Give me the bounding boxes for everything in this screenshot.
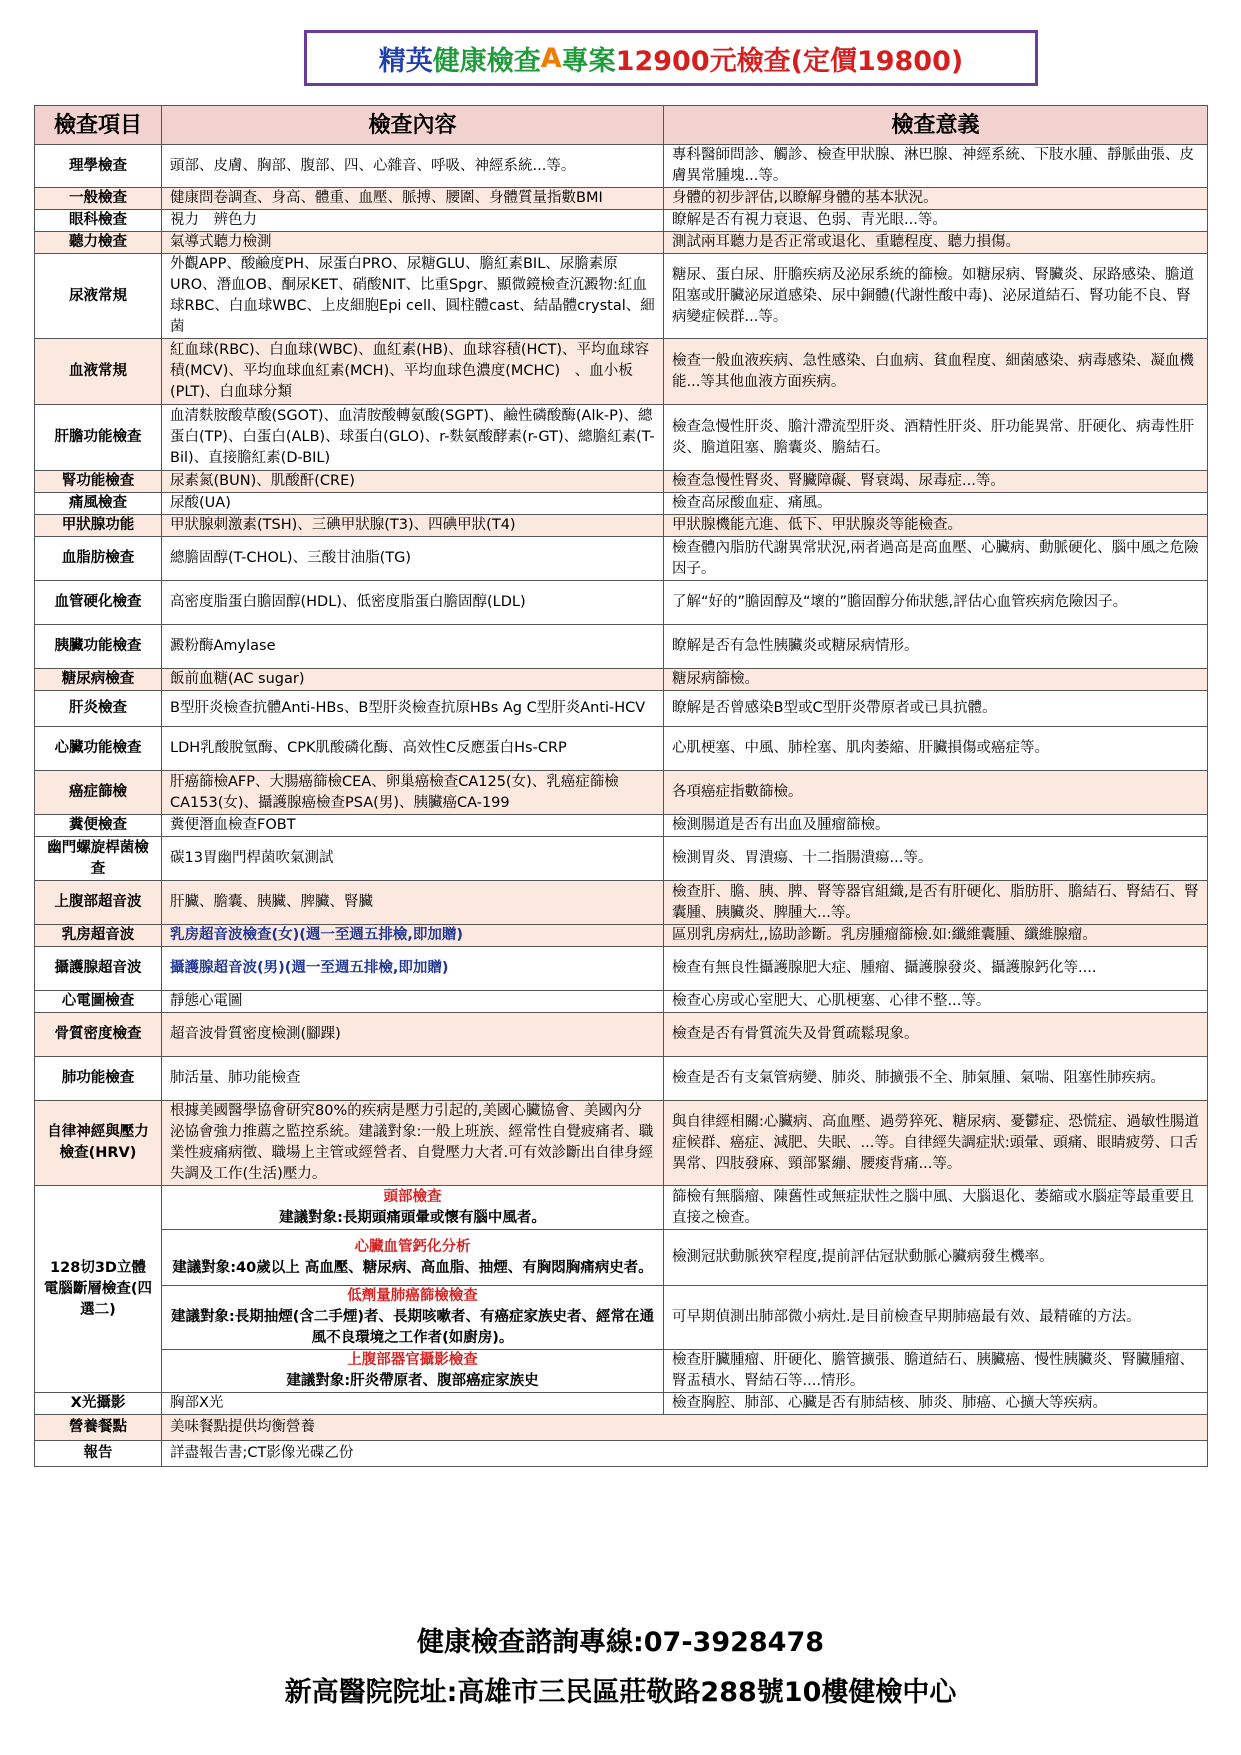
row-meaning: 心肌梗塞、中風、肺栓塞、肌肉萎縮、肝臟損傷或癌症等。 xyxy=(664,727,1208,771)
row-meaning: 糖尿、蛋白尿、肝膽疾病及泌尿系統的篩檢。如糖尿病、腎臟炎、尿路感染、膽道阻塞或肝臟泌尿道感染、尿中銅體(代謝性酸中毒)、泌尿道結石、腎功能不良、腎病變症候群...等。 xyxy=(664,254,1208,339)
page-title xyxy=(304,30,1038,86)
row-meaning: 檢測腸道是否有出血及腫瘤篩檢。 xyxy=(664,815,1208,837)
row-content: 飯前血糖(AC sugar) xyxy=(162,669,664,691)
row-item: 糖尿病檢查 xyxy=(35,669,162,691)
ct-option xyxy=(162,1230,664,1286)
row-item: 腎功能檢查 xyxy=(35,471,162,493)
table-row xyxy=(35,493,1208,515)
row-content: 血清麩胺酸草酸(SGOT)、血清胺酸轉氨酸(SGPT)、鹼性磷酸酶(Alk-P)、總蛋白(TP)、白蛋白(ALB)、球蛋白(GLO)、r-麩氨酸酵素(r-GT)、總膽紅素(T-Bil)、直接膽紅素(D-BIL) xyxy=(162,405,664,471)
row-meaning: 檢查是否有骨質流失及骨質疏鬆現象。 xyxy=(664,1013,1208,1057)
row-meaning: 測試兩耳聽力是否正常或退化、重聽程度、聽力損傷。 xyxy=(664,232,1208,254)
header-meaning: 檢查意義 xyxy=(664,106,1208,145)
row-meaning: 糖尿病篩檢。 xyxy=(664,669,1208,691)
row-content: 總膽固醇(T-CHOL)、三酸甘油脂(TG) xyxy=(162,537,664,581)
row-item: 肺功能檢查 xyxy=(35,1057,162,1101)
table-row xyxy=(35,515,1208,537)
row-item: X光攝影 xyxy=(35,1393,162,1415)
row-meaning: 檢查體內脂肪代謝異常狀況,兩者過高是高血壓、心臟病、動脈硬化、腦中風之危險因子。 xyxy=(664,537,1208,581)
table-row xyxy=(35,210,1208,232)
row-content: 健康問卷調查、身高、體重、血壓、脈搏、腰圍、身體質量指數BMI xyxy=(162,188,664,210)
header-content: 檢查內容 xyxy=(162,106,664,145)
ct-option-meaning: 可早期偵測出肺部微小病灶.是目前檢查早期肺癌最有效、最精確的方法。 xyxy=(664,1286,1208,1350)
row-item: 聽力檢查 xyxy=(35,232,162,254)
ct-option xyxy=(162,1186,664,1230)
table-row xyxy=(35,771,1208,815)
table-row xyxy=(35,405,1208,471)
title-part-1: 精英 xyxy=(378,45,433,77)
row-meaning: 各項癌症指數篩檢。 xyxy=(664,771,1208,815)
row-item: 血脂肪檢查 xyxy=(35,537,162,581)
table-row xyxy=(35,669,1208,691)
table-row xyxy=(35,581,1208,625)
table-row xyxy=(35,145,1208,188)
row-content: 頭部、皮膚、胸部、腹部、四、心雜音、呼吸、神經系統...等。 xyxy=(162,145,664,188)
title-part-3: A xyxy=(540,42,562,74)
ct-option-head: 心臟血管鈣化分析 xyxy=(354,1238,471,1255)
row-content: 尿酸(UA) xyxy=(162,493,664,515)
row-content: 美味餐點提供均衡營養 xyxy=(162,1415,1208,1441)
row-item: 甲狀腺功能 xyxy=(35,515,162,537)
row-content: 肺活量、肺功能檢查 xyxy=(162,1057,664,1101)
row-content: 紅血球(RBC)、白血球(WBC)、血紅素(HB)、血球容積(HCT)、平均血球容積(MCV)、平均血球血紅素(MCH)、平均血球色濃度(MCHC) 、血小板(PLT)、白血球分類 xyxy=(162,339,664,405)
row-content: LDH乳酸脫氫酶、CPK肌酸磷化酶、高效性C反應蛋白Hs-CRP xyxy=(162,727,664,771)
row-content: 根據美國醫學協會研究80%的疾病是壓力引起的,美國心臟協會、美國內分泌協會強力推薦之監控系統。建議對象:一般上班族、經常性自覺疲痛者、職業性疲痛病徵、職場上主管或經營者、自覺壓力大者.可有效診斷出自律身經失調及工作(生活)壓力。 xyxy=(162,1101,664,1186)
row-content: 胸部X光 xyxy=(162,1393,664,1415)
row-item: 報告 xyxy=(35,1441,162,1467)
row-item: 攝護腺超音波 xyxy=(35,947,162,991)
checkup-table xyxy=(34,105,1208,1467)
table-row xyxy=(35,1013,1208,1057)
row-item: 營養餐點 xyxy=(35,1415,162,1441)
table-row xyxy=(35,1393,1208,1415)
row-content: 外觀APP、酸鹼度PH、尿蛋白PRO、尿糖GLU、膽紅素BIL、尿膽素原URO、潛血OB、酮尿KET、硝酸NIT、比重Spgr、顯微鏡檢查沉澱物:紅血球RBC、白血球WBC、上皮細胞Epi cell、圓柱體cast、結晶體crystal、細菌 xyxy=(162,254,664,339)
table-row xyxy=(35,925,1208,947)
ct-item: 128切3D立體電腦斷層檢查(四選二) xyxy=(35,1186,162,1393)
row-content: 靜態心電圖 xyxy=(162,991,664,1013)
row-meaning: 了解“好的”膽固醇及“壞的”膽固醇分佈狀態,評估心血管疾病危險因子。 xyxy=(664,581,1208,625)
table-row xyxy=(35,1186,1208,1230)
row-content: 肝癌篩檢AFP、大腸癌篩檢CEA、卵巢癌檢查CA125(女)、乳癌症篩檢CA153(女)、攝護腺癌檢查PSA(男)、胰臟癌CA-199 xyxy=(162,771,664,815)
row-meaning: 瞭解是否有視力衰退、色弱、青光眼...等。 xyxy=(664,210,1208,232)
row-content: 澱粉酶Amylase xyxy=(162,625,664,669)
row-item: 理學檢查 xyxy=(35,145,162,188)
ct-option-meaning: 篩檢有無腦瘤、陳舊性或無症狀性之腦中風、大腦退化、萎縮或水腦症等最重要且直接之檢查。 xyxy=(664,1186,1208,1230)
title-part-2: 健康檢查 xyxy=(432,45,541,77)
row-item: 血管硬化檢查 xyxy=(35,581,162,625)
row-content: 糞便潛血檢查FOBT xyxy=(162,815,664,837)
table-row xyxy=(35,625,1208,669)
row-content: 視力 辨色力 xyxy=(162,210,664,232)
row-content: 尿素氮(BUN)、肌酸酐(CRE) xyxy=(162,471,664,493)
row-meaning: 檢查急慢性腎炎、腎臟障礙、腎衰竭、尿毒症...等。 xyxy=(664,471,1208,493)
row-meaning: 檢查肝、膽、胰、脾、腎等器官組織,是否有肝硬化、脂肪肝、膽結石、腎結石、腎囊腫、胰臟炎、脾腫大...等。 xyxy=(664,881,1208,925)
title-part-4: 專案 xyxy=(561,45,616,77)
row-item: 骨質密度檢查 xyxy=(35,1013,162,1057)
row-meaning: 檢查是否有支氣管病變、肺炎、肺擴張不全、肺氣腫、氣喘、阻塞性肺疾病。 xyxy=(664,1057,1208,1101)
table-row xyxy=(35,837,1208,881)
ct-option-sub: 建議對象:長期頭痛頭暈或懷有腦中風者。 xyxy=(279,1209,546,1226)
row-meaning: 瞭解是否有急性胰臟炎或糖尿病情形。 xyxy=(664,625,1208,669)
row-meaning: 專科醫師問診、觸診、檢查甲狀腺、淋巴腺、神經系統、下肢水腫、靜脈曲張、皮膚異常腫塊...等。 xyxy=(664,145,1208,188)
row-meaning: 瞭解是否曾感染B型或C型肝炎帶原者或已具抗體。 xyxy=(664,691,1208,727)
table-row xyxy=(35,471,1208,493)
header-item: 檢查項目 xyxy=(35,106,162,145)
row-meaning: 與自律經相關:心臟病、高血壓、過勞猝死、糖尿病、憂鬱症、恐慌症、過敏性腸道症候群、癌症、減肥、失眠、...等。自律經失調症狀:頭暈、頭痛、眼睛疲勞、口舌異常、四肢發麻、頸部緊繃、腰痠背痛...等。 xyxy=(664,1101,1208,1186)
row-item: 癌症篩檢 xyxy=(35,771,162,815)
table-body xyxy=(35,145,1208,1467)
table-row xyxy=(35,537,1208,581)
row-content: 高密度脂蛋白膽固醇(HDL)、低密度脂蛋白膽固醇(LDL) xyxy=(162,581,664,625)
table-row xyxy=(35,815,1208,837)
row-item: 胰臟功能檢查 xyxy=(35,625,162,669)
address-text: 新高醫院院址:高雄市三民區莊敬路288號10樓健檢中心 xyxy=(284,1677,957,1708)
row-content: 乳房超音波檢查(女)(週一至週五排檢,即加贈) xyxy=(162,925,664,947)
row-meaning: 檢測胃炎、胃潰瘍、十二指腸潰瘍...等。 xyxy=(664,837,1208,881)
row-item: 血液常規 xyxy=(35,339,162,405)
row-meaning: 檢查心房或心室肥大、心肌梗塞、心律不整...等。 xyxy=(664,991,1208,1013)
ct-option-sub: 建議對象:40歲以上 高血壓、糖尿病、高血脂、抽煙、有胸悶胸痛病史者。 xyxy=(172,1259,653,1276)
row-item: 肝炎檢查 xyxy=(35,691,162,727)
table-row xyxy=(35,691,1208,727)
ct-option-head: 上腹部器官攝影檢查 xyxy=(347,1352,478,1368)
table-row xyxy=(35,232,1208,254)
table-row xyxy=(35,339,1208,405)
row-item: 心電圖檢查 xyxy=(35,991,162,1013)
hotline-text: 健康檢查諮詢專線:07-3928478 xyxy=(416,1627,825,1658)
table-row xyxy=(35,1286,1208,1350)
ct-option xyxy=(162,1350,664,1393)
row-meaning: 檢查有無良性攝護腺肥大症、腫瘤、攝護腺發炎、攝護腺鈣化等.... xyxy=(664,947,1208,991)
row-item: 乳房超音波 xyxy=(35,925,162,947)
table-row xyxy=(35,254,1208,339)
row-meaning: 身體的初步評估,以瞭解身體的基本狀況。 xyxy=(664,188,1208,210)
row-meaning: 甲狀腺機能亢進、低下、甲狀腺炎等能檢查。 xyxy=(664,515,1208,537)
table-row xyxy=(35,188,1208,210)
row-meaning: 檢查胸腔、肺部、心臟是否有肺結核、肺炎、肺癌、心擴大等疾病。 xyxy=(664,1393,1208,1415)
ct-option-sub: 建議對象:長期抽煙(含二手煙)者、長期咳嗽者、有癌症家族史者、經常在通風不良環境之工作者(如廚房)。 xyxy=(170,1309,655,1346)
table-row xyxy=(35,881,1208,925)
row-content: 碳13胃幽門桿菌吹氣測試 xyxy=(162,837,664,881)
row-item: 眼科檢查 xyxy=(35,210,162,232)
ct-option-meaning: 檢查肝臟腫瘤、肝硬化、膽管擴張、膽道結石、胰臟癌、慢性胰臟炎、腎臟腫瘤、腎盂積水、腎結石等....情形。 xyxy=(664,1350,1208,1393)
row-content: 詳盡報告書;CT影像光碟乙份 xyxy=(162,1441,1208,1467)
row-meaning: 檢查急慢性肝炎、膽汁滯流型肝炎、酒精性肝炎、肝功能異常、肝硬化、病毒性肝炎、膽道阻塞、膽囊炎、膽結石。 xyxy=(664,405,1208,471)
row-content: 超音波骨質密度檢測(腳踝) xyxy=(162,1013,664,1057)
row-content: 肝臟、膽囊、胰臟、脾臟、腎臟 xyxy=(162,881,664,925)
table-row xyxy=(35,1230,1208,1286)
row-content: 氣導式聽力檢測 xyxy=(162,232,664,254)
row-meaning: 檢查高尿酸血症、痛風。 xyxy=(664,493,1208,515)
table-row xyxy=(35,1057,1208,1101)
row-item: 糞便檢查 xyxy=(35,815,162,837)
table-row xyxy=(35,947,1208,991)
row-content: 攝護腺超音波(男)(週一至週五排檢,即加贈) xyxy=(162,947,664,991)
table-row xyxy=(35,727,1208,771)
row-item: 自律神經與壓力檢查(HRV) xyxy=(35,1101,162,1186)
table-header-row xyxy=(35,106,1208,145)
title-part-5: 12900元檢查(定價19800) xyxy=(615,45,964,77)
row-item: 幽門螺旋桿菌檢查 xyxy=(35,837,162,881)
row-item: 上腹部超音波 xyxy=(35,881,162,925)
table-row xyxy=(35,1415,1208,1441)
ct-option-meaning: 檢測冠狀動脈狹窄程度,提前評估冠狀動脈心臟病發生機率。 xyxy=(664,1230,1208,1286)
row-item: 痛風檢查 xyxy=(35,493,162,515)
row-meaning: 檢查一般血液疾病、急性感染、白血病、貧血程度、細菌感染、病毒感染、凝血機能...等其他血液方面疾病。 xyxy=(664,339,1208,405)
ct-option-sub: 建議對象:肝炎帶原者、腹部癌症家族史 xyxy=(286,1373,539,1389)
ct-option-head: 頭部檢查 xyxy=(383,1188,442,1205)
row-item: 一般檢查 xyxy=(35,188,162,210)
table-row xyxy=(35,1350,1208,1393)
table-row xyxy=(35,1441,1208,1467)
table-row xyxy=(35,991,1208,1013)
row-content: B型肝炎檢查抗體Anti-HBs、B型肝炎檢查抗原HBs Ag C型肝炎Anti-HCV xyxy=(162,691,664,727)
table-row xyxy=(35,1101,1208,1186)
row-meaning: 區別乳房病灶,,協助診斷。乳房腫瘤篩檢.如:纖維囊腫、纖維腺瘤。 xyxy=(664,925,1208,947)
ct-option-head: 低劑量肺癌篩檢檢查 xyxy=(347,1288,478,1304)
row-item: 肝膽功能檢查 xyxy=(35,405,162,471)
row-item: 尿液常規 xyxy=(35,254,162,339)
ct-option xyxy=(162,1286,664,1350)
row-item: 心臟功能檢查 xyxy=(35,727,162,771)
row-content: 甲狀腺刺激素(TSH)、三碘甲狀腺(T3)、四碘甲狀(T4) xyxy=(162,515,664,537)
